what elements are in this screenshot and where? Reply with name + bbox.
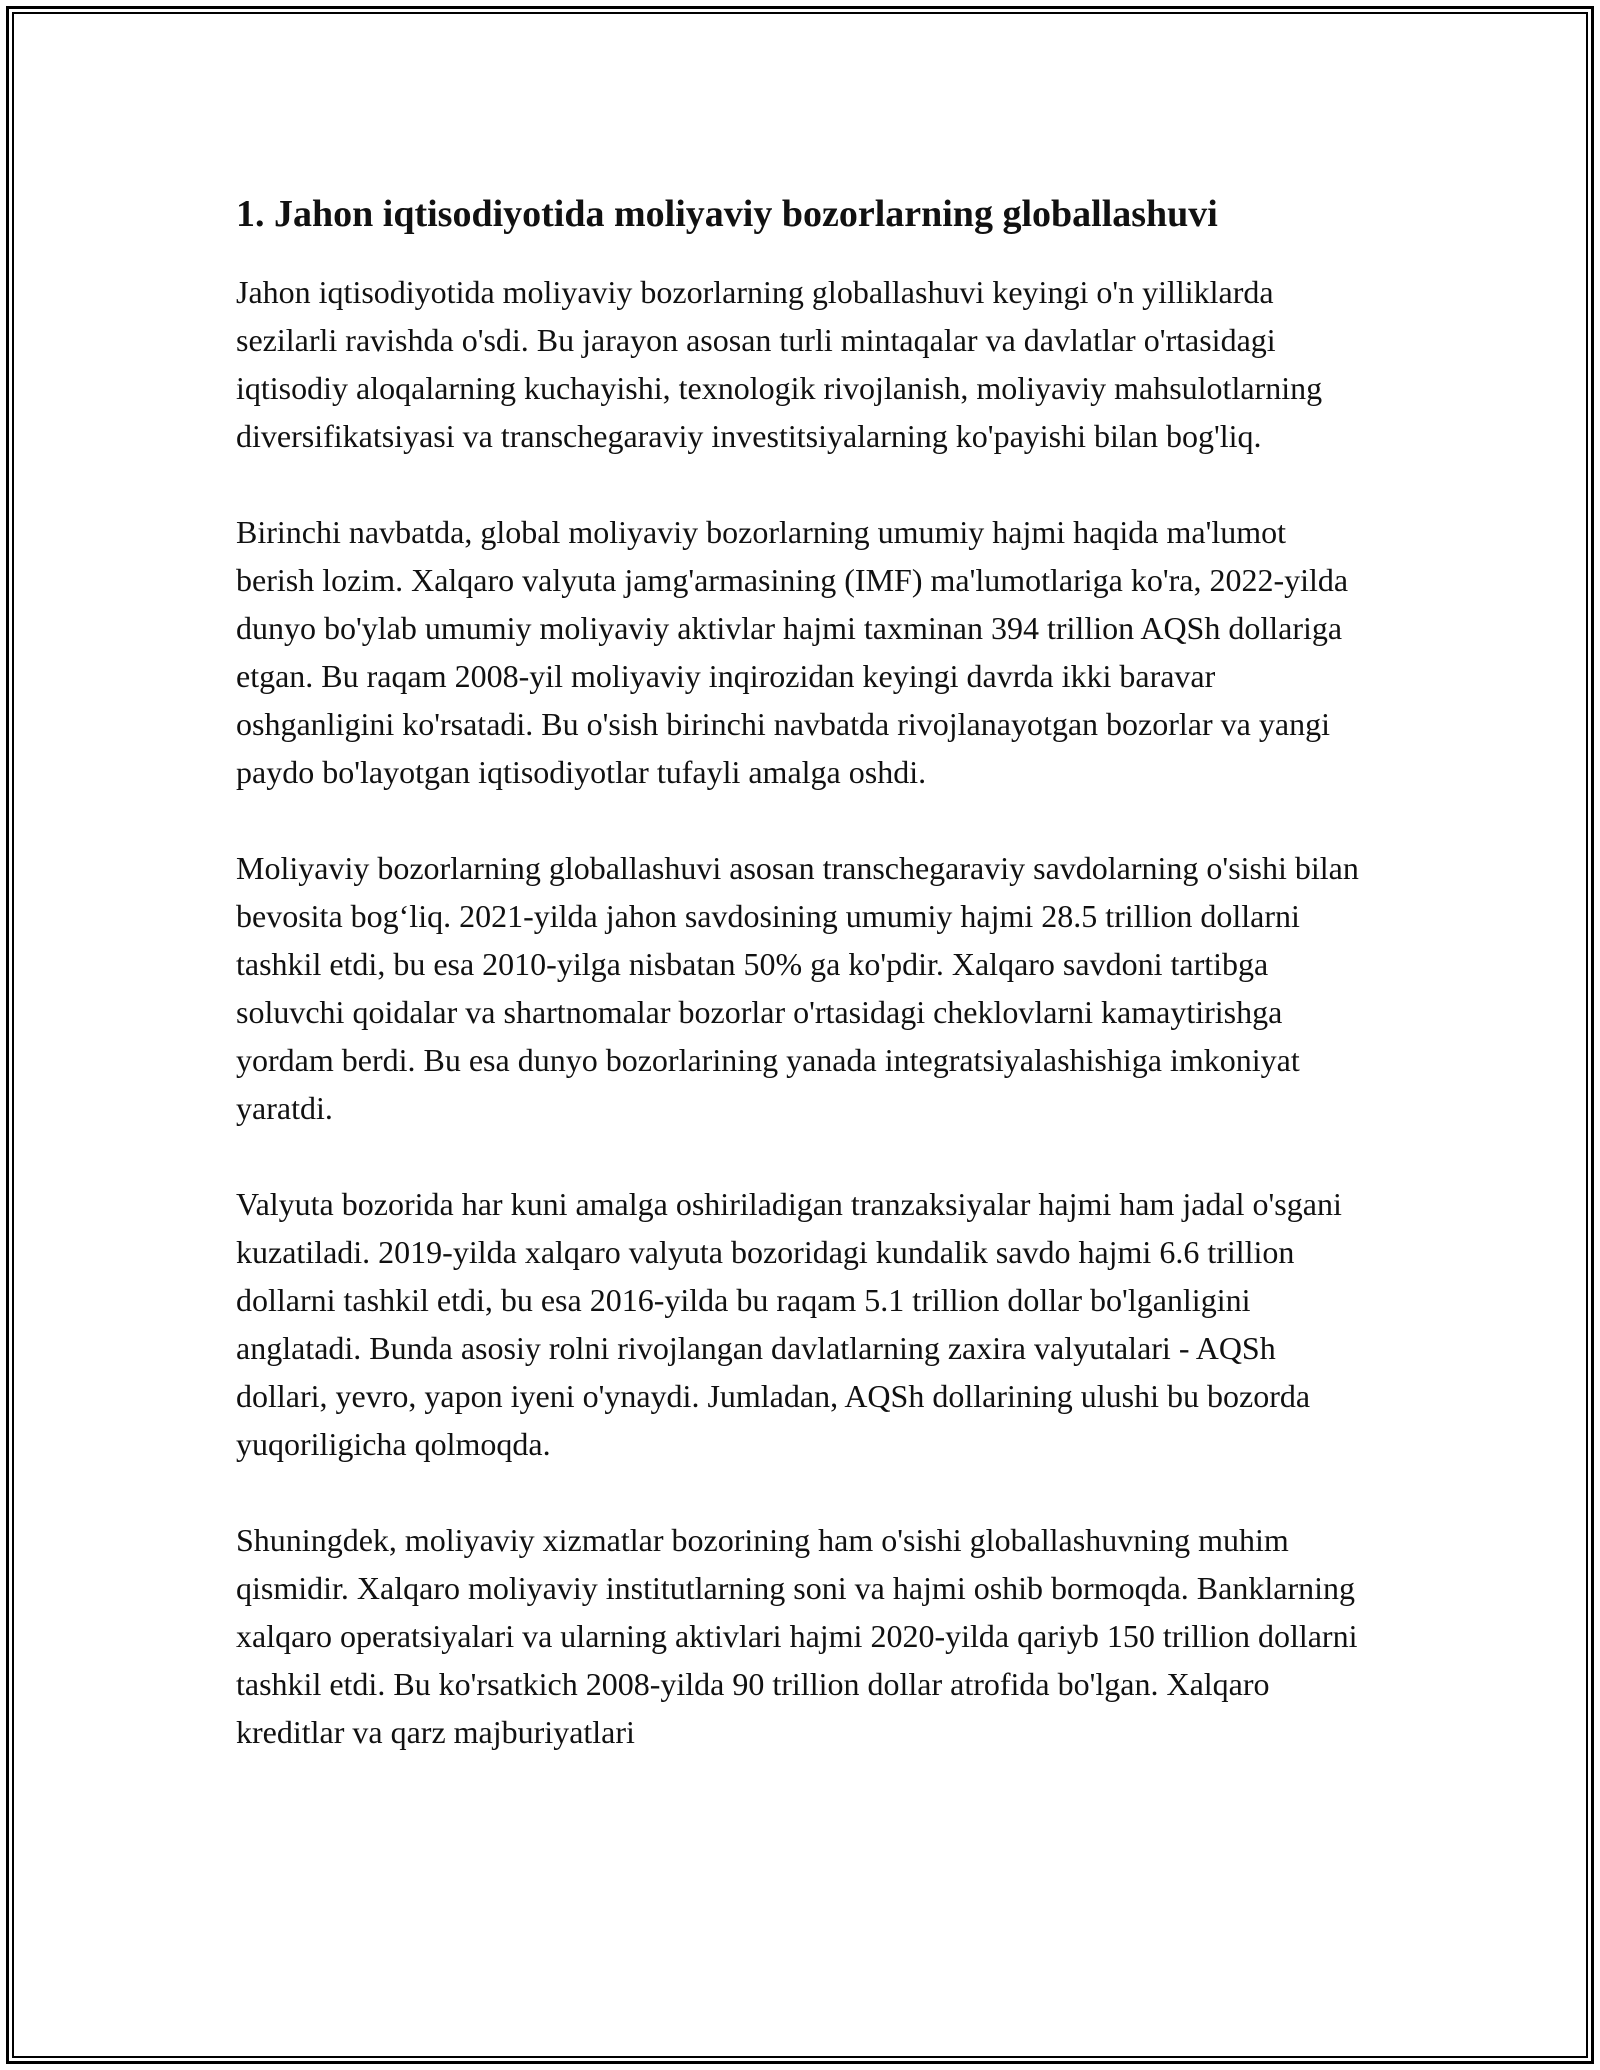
paragraph-3: Moliyaviy bozorlarning globallashuvi asosan transchegaraviy savdolarning o'sishi bilan bevosita bog‘liq. 2021-yilda jahon savdosining umumiy hajmi 28.5 trillion dollarni tashkil etdi, bu esa 2010-yilga nisbatan 50% ga ko'pdir. Xalqaro savdoni tartibga soluvchi qoidalar va shartnomalar bozorlar o'rtasidagi cheklovlarni kamaytirishga yordam berdi. Bu esa dunyo bozorlarining yanada integratsiyalashishiga imkoniyat yaratdi. xyxy=(236,850,1359,1126)
paragraph-4: Valyuta bozorida har kuni amalga oshiriladigan tranzaksiyalar hajmi ham jadal o'sgani kuzatiladi. 2019-yilda xalqaro valyuta bozoridagi kundalik savdo hajmi 6.6 trillion dollarni tashkil etdi, bu esa 2016-yilda bu raqam 5.1 trillion dollar bo'lganligini anglatadi. Bunda asosiy rolni rivojlangan davlatlarning zaxira valyutalari - AQSh dollari, yevro, yapon iyeni o'ynaydi. Jumladan, AQSh dollarining ulushi bu bozorda yuqoriligicha qolmoqda. xyxy=(236,1186,1342,1462)
document-body xyxy=(236,186,1366,1756)
paragraph-5: Shuningdek, moliyaviy xizmatlar bozorining ham o'sishi globallashuvning muhim qismidir. Xalqaro moliyaviy institutlarning soni va hajmi oshib bormoqda. Banklarning xalqaro operatsiyalari va ularning aktivlari hajmi 2020-yilda qariyb 150 trillion dollarni tashkil etdi. Bu ko'rsatkich 2008-yilda 90 trillion dollar atrofida bo'lgan. Xalqaro kreditlar va qarz majburiyatlari xyxy=(236,1522,1358,1750)
section-title: 1. Jahon iqtisodiyotida moliyaviy bozorlarning globallashuvi xyxy=(236,193,1218,235)
paragraph-2: Birinchi navbatda, global moliyaviy bozorlarning umumiy hajmi haqida ma'lumot berish lozim. Xalqaro valyuta jamg'armasining (IMF) ma'lumotlariga ko'ra, 2022-yilda dunyo bo'ylab umumiy moliyaviy aktivlar hajmi taxminan 394 trillion AQSh dollariga etgan. Bu raqam 2008-yil moliyaviy inqirozidan keyingi davrda ikki baravar oshganligini ko'rsatadi. Bu o'sish birinchi navbatda rivojlanayotgan bozorlar va yangi paydo bo'layotgan iqtisodiyotlar tufayli amalga oshdi. xyxy=(236,514,1349,790)
paragraph-1: Jahon iqtisodiyotida moliyaviy bozorlarning globallashuvi keyingi o'n yilliklarda sezilarli ravishda o'sdi. Bu jarayon asosan turli mintaqalar va davlatlar o'rtasidagi iqtisodiy aloqalarning kuchayishi, texnologik rivojlanish, moliyaviy mahsulotlarning diversifikatsiyasi va transchegaraviy investitsiyalarning ko'payishi bilan bog'liq. xyxy=(236,274,1323,454)
